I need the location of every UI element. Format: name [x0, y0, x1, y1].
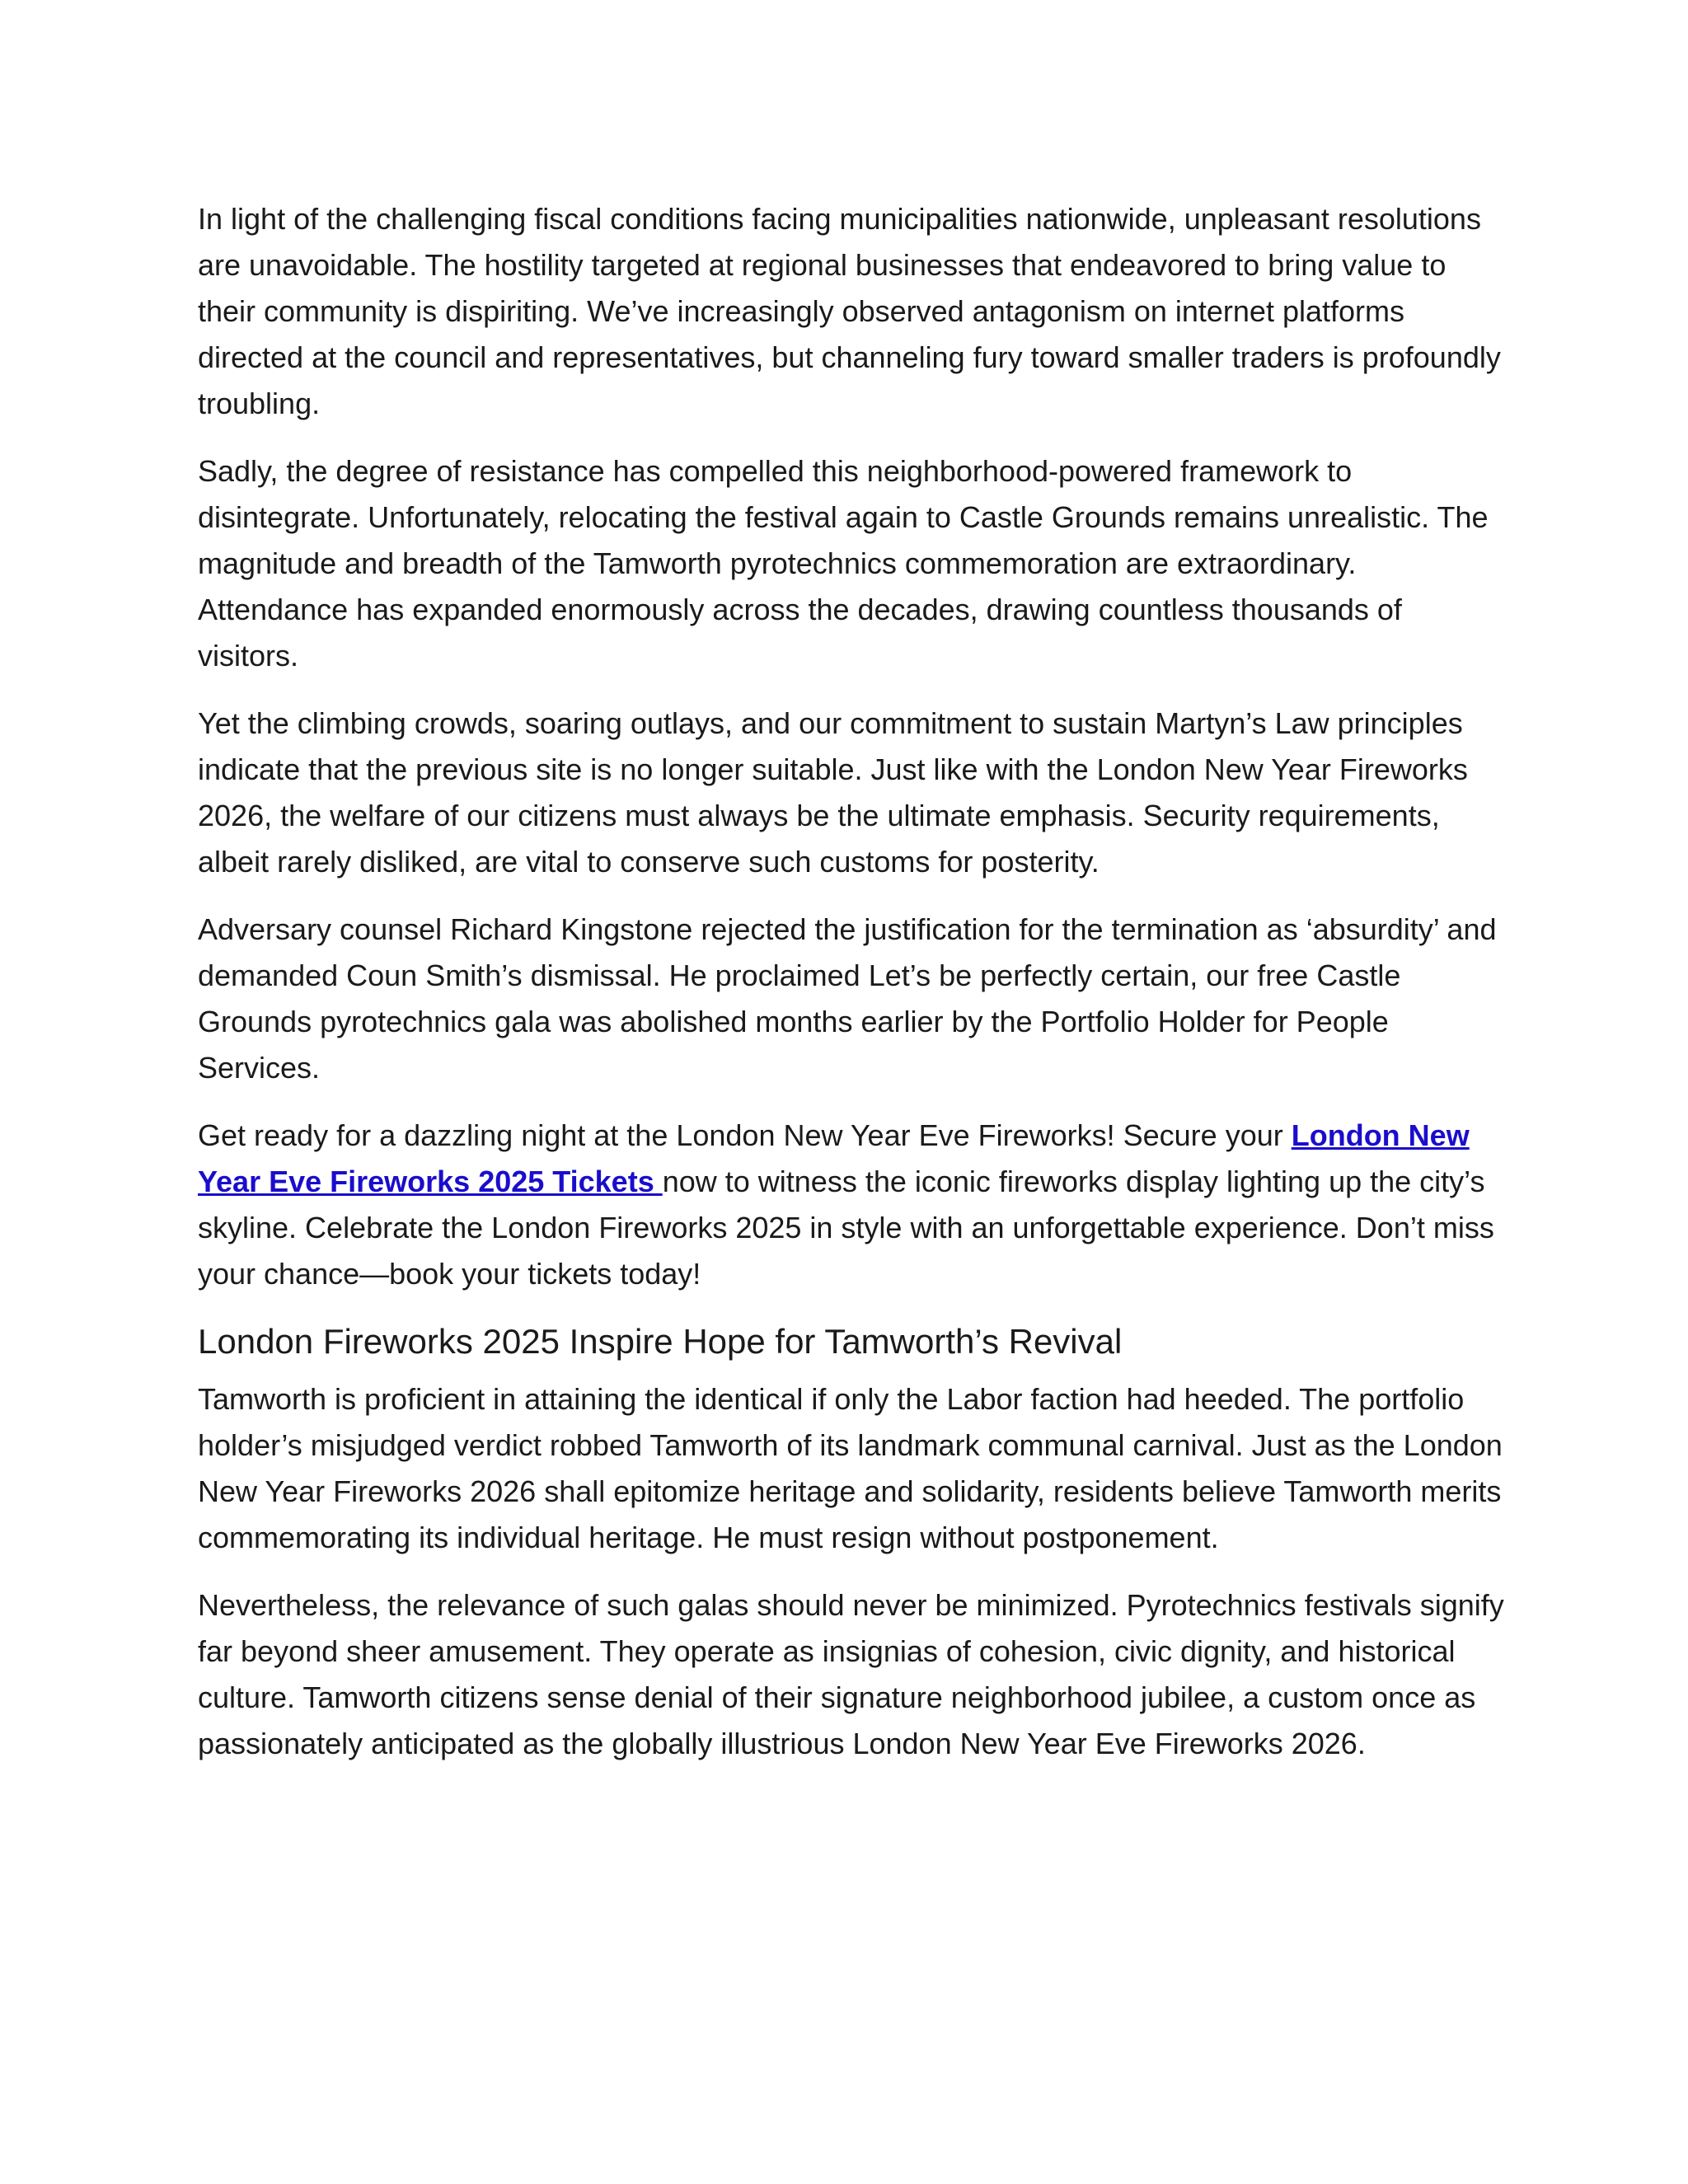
paragraph-tickets-promo — [198, 1113, 1505, 1297]
paragraph-resistance: Sadly, the degree of resistance has compelled this neighborhood-powered framework to disintegrate. Unfortunately, relocating the festival again to Castle Grounds remains unrealistic. The magnitude and breadth of the Tamworth pyrotechnics commemoration are extraordinary. Attendance has expanded enormously across the decades, drawing countless thousands of visitors. — [198, 454, 1489, 673]
paragraph-crowds-security: Yet the climbing crowds, soaring outlays, and our commitment to sustain Martyn’s Law principles indicate that the previous site is no longer suitable. Just like with the London New Year Fireworks 2026, the welfare of our citizens must always be the ultimate emphasis. Security requirements, albeit rarely disliked, are vital to conserve such customs for posterity. — [198, 706, 1468, 879]
document-page — [198, 196, 1505, 1788]
paragraph-fiscal-conditions: In light of the challenging fiscal conditions facing municipalities nationwide, unpleasant resolutions are unavoidable. The hostility targeted at regional businesses that endeavored to bring value to their community is dispiriting. We’ve increasingly observed antagonism on internet platforms directed at the council and representatives, but channeling fury toward smaller traders is profoundly troubling. — [198, 202, 1501, 420]
tickets-link[interactable]: London New Year Eve Fireworks 2025 Tickets — [198, 1118, 1470, 1198]
promo-text-before: Get ready for a dazzling night at the London New Year Eve Fireworks! Secure your — [198, 1118, 1292, 1152]
section-heading: London Fireworks 2025 Inspire Hope for Tamworth’s Revival — [198, 1322, 1123, 1361]
promo-text-after: now to witness the iconic fireworks display lighting up the city’s skyline. Celebrate the London Fireworks 2025 in style with an unforgettable experience. Don’t miss your chance—book your tickets today! — [198, 1165, 1494, 1291]
paragraph-tamworth-proficient: Tamworth is proficient in attaining the identical if only the Labor faction had heeded. The portfolio holder’s misjudged verdict robbed Tamworth of its landmark communal carnival. Just as the London New Year Fireworks 2026 shall epitomize heritage and solidarity, residents believe Tamworth merits commemorating its individual heritage. He must resign without postponement. — [198, 1382, 1503, 1554]
paragraph-relevance-galas: Nevertheless, the relevance of such galas should never be minimized. Pyrotechnics festivals signify far beyond sheer amusement. They operate as insignias of cohesion, civic dignity, and historical culture. Tamworth citizens sense denial of their signature neighborhood jubilee, a custom once as passionately anticipated as the globally illustrious London New Year Eve Fireworks 2026. — [198, 1588, 1504, 1760]
paragraph-adversary-counsel: Adversary counsel Richard Kingstone rejected the justification for the termination as ‘absurdity’ and demanded Coun Smith’s dismissal. He proclaimed Let’s be perfectly certain, our free Castle Grounds pyrotechnics gala was abolished months earlier by the Portfolio Holder for People Services. — [198, 912, 1497, 1085]
